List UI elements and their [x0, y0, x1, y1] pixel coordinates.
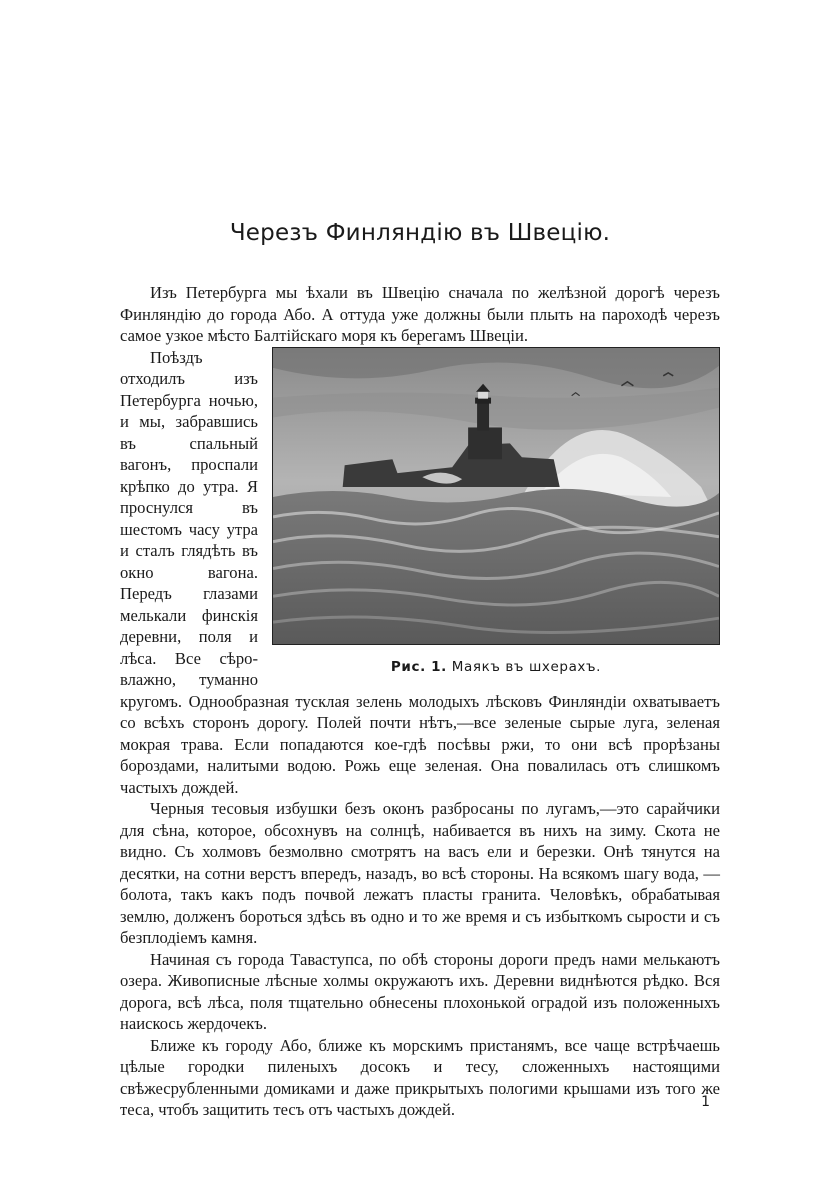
paragraph: Начиная съ города Таваступса, по обѣ стороны дороги предъ нами мелькаютъ озера. Живописные лѣсные холмы окружаютъ ихъ. Деревни виднѣются рѣдко. Вся дорога, всѣ лѣса, поля тщательно обнесены плохонькой оградой изъ положенныхъ наискось жердочекъ. — [120, 949, 720, 1033]
figure — [272, 347, 720, 679]
caption-text: Маякъ въ шхерахъ. — [451, 658, 602, 675]
paragraph: Изъ Петербурга мы ѣхали въ Швецію сначала по желѣзной дорогѣ черезъ Финляндію до города Або. А оттуда уже должны были плыть на пароходѣ черезъ самое узкое мѣсто Балтійскаго моря къ берегамъ Швеціи. — [120, 283, 720, 345]
paragraph-text: Поѣздъ отходилъ изъ Петербурга ночью, и мы, забравшись въ спальный вагонъ, проспали крѣпко до утра. Я проснулся въ шестомъ часу утра и сталъ глядѣть въ окно вагона. Передъ глазами мелькали финскія деревни, поля и лѣса. Все сѣро-влажно, туманно кругомъ. Однообразная тусклая зелень молодыхъ лѣсковъ Финляндіи охватываетъ со всѣхъ сторонъ дорогу. Полей почти нѣтъ,—все зеленые сырые луга, зеленая мокрая трава. Если попадаются кое-гдѣ посѣвы ржи, то они всѣ прорѣзаны бороздами, налитыми водою. Рожь еще зеленая. Она повалилась отъ слишкомъ частыхъ дождей. — [120, 347, 720, 797]
figure-caption — [272, 657, 720, 679]
lighthouse-illustration — [272, 347, 720, 645]
paragraph: Черныя тесовыя избушки безъ оконъ разбросаны по лугамъ,—это сарайчики для сѣна, которое, обсохнувъ на солнцѣ, набивается въ нихъ на зиму. Скота не видно. Съ холмовъ безмолвно смотрятъ на васъ ели и березки. Онѣ тянутся на десятки, на сотни верстъ впередъ, назадъ, во всѣ стороны. На всякомъ шагу вода, — болота, такъ какъ подъ почвой лежатъ пласты гранита. Человѣкъ, обрабатывая землю, долженъ бороться здѣсь въ одно и то же время и съ избыткомъ сырости и съ безплодіемъ камня. — [120, 799, 720, 947]
page — [120, 0, 720, 1191]
caption-label: Рис. 1. — [390, 658, 447, 675]
paragraph-with-figure — [120, 347, 720, 799]
page-title: Черезъ Финляндію въ Швецію. — [229, 220, 611, 246]
paragraph: Ближе къ городу Або, ближе къ морскимъ пристанямъ, все чаще встрѣчаешь цѣлые городки пиленыхъ досокъ и тесу, сложенныхъ настоящими свѣжесрубленными домиками и даже прикрытыхъ пологими крышами изъ того же теса, чтобъ защитить тесъ отъ частыхъ дождей. — [120, 1035, 720, 1119]
article-body — [120, 282, 720, 1121]
page-number: 1 — [701, 1094, 710, 1110]
